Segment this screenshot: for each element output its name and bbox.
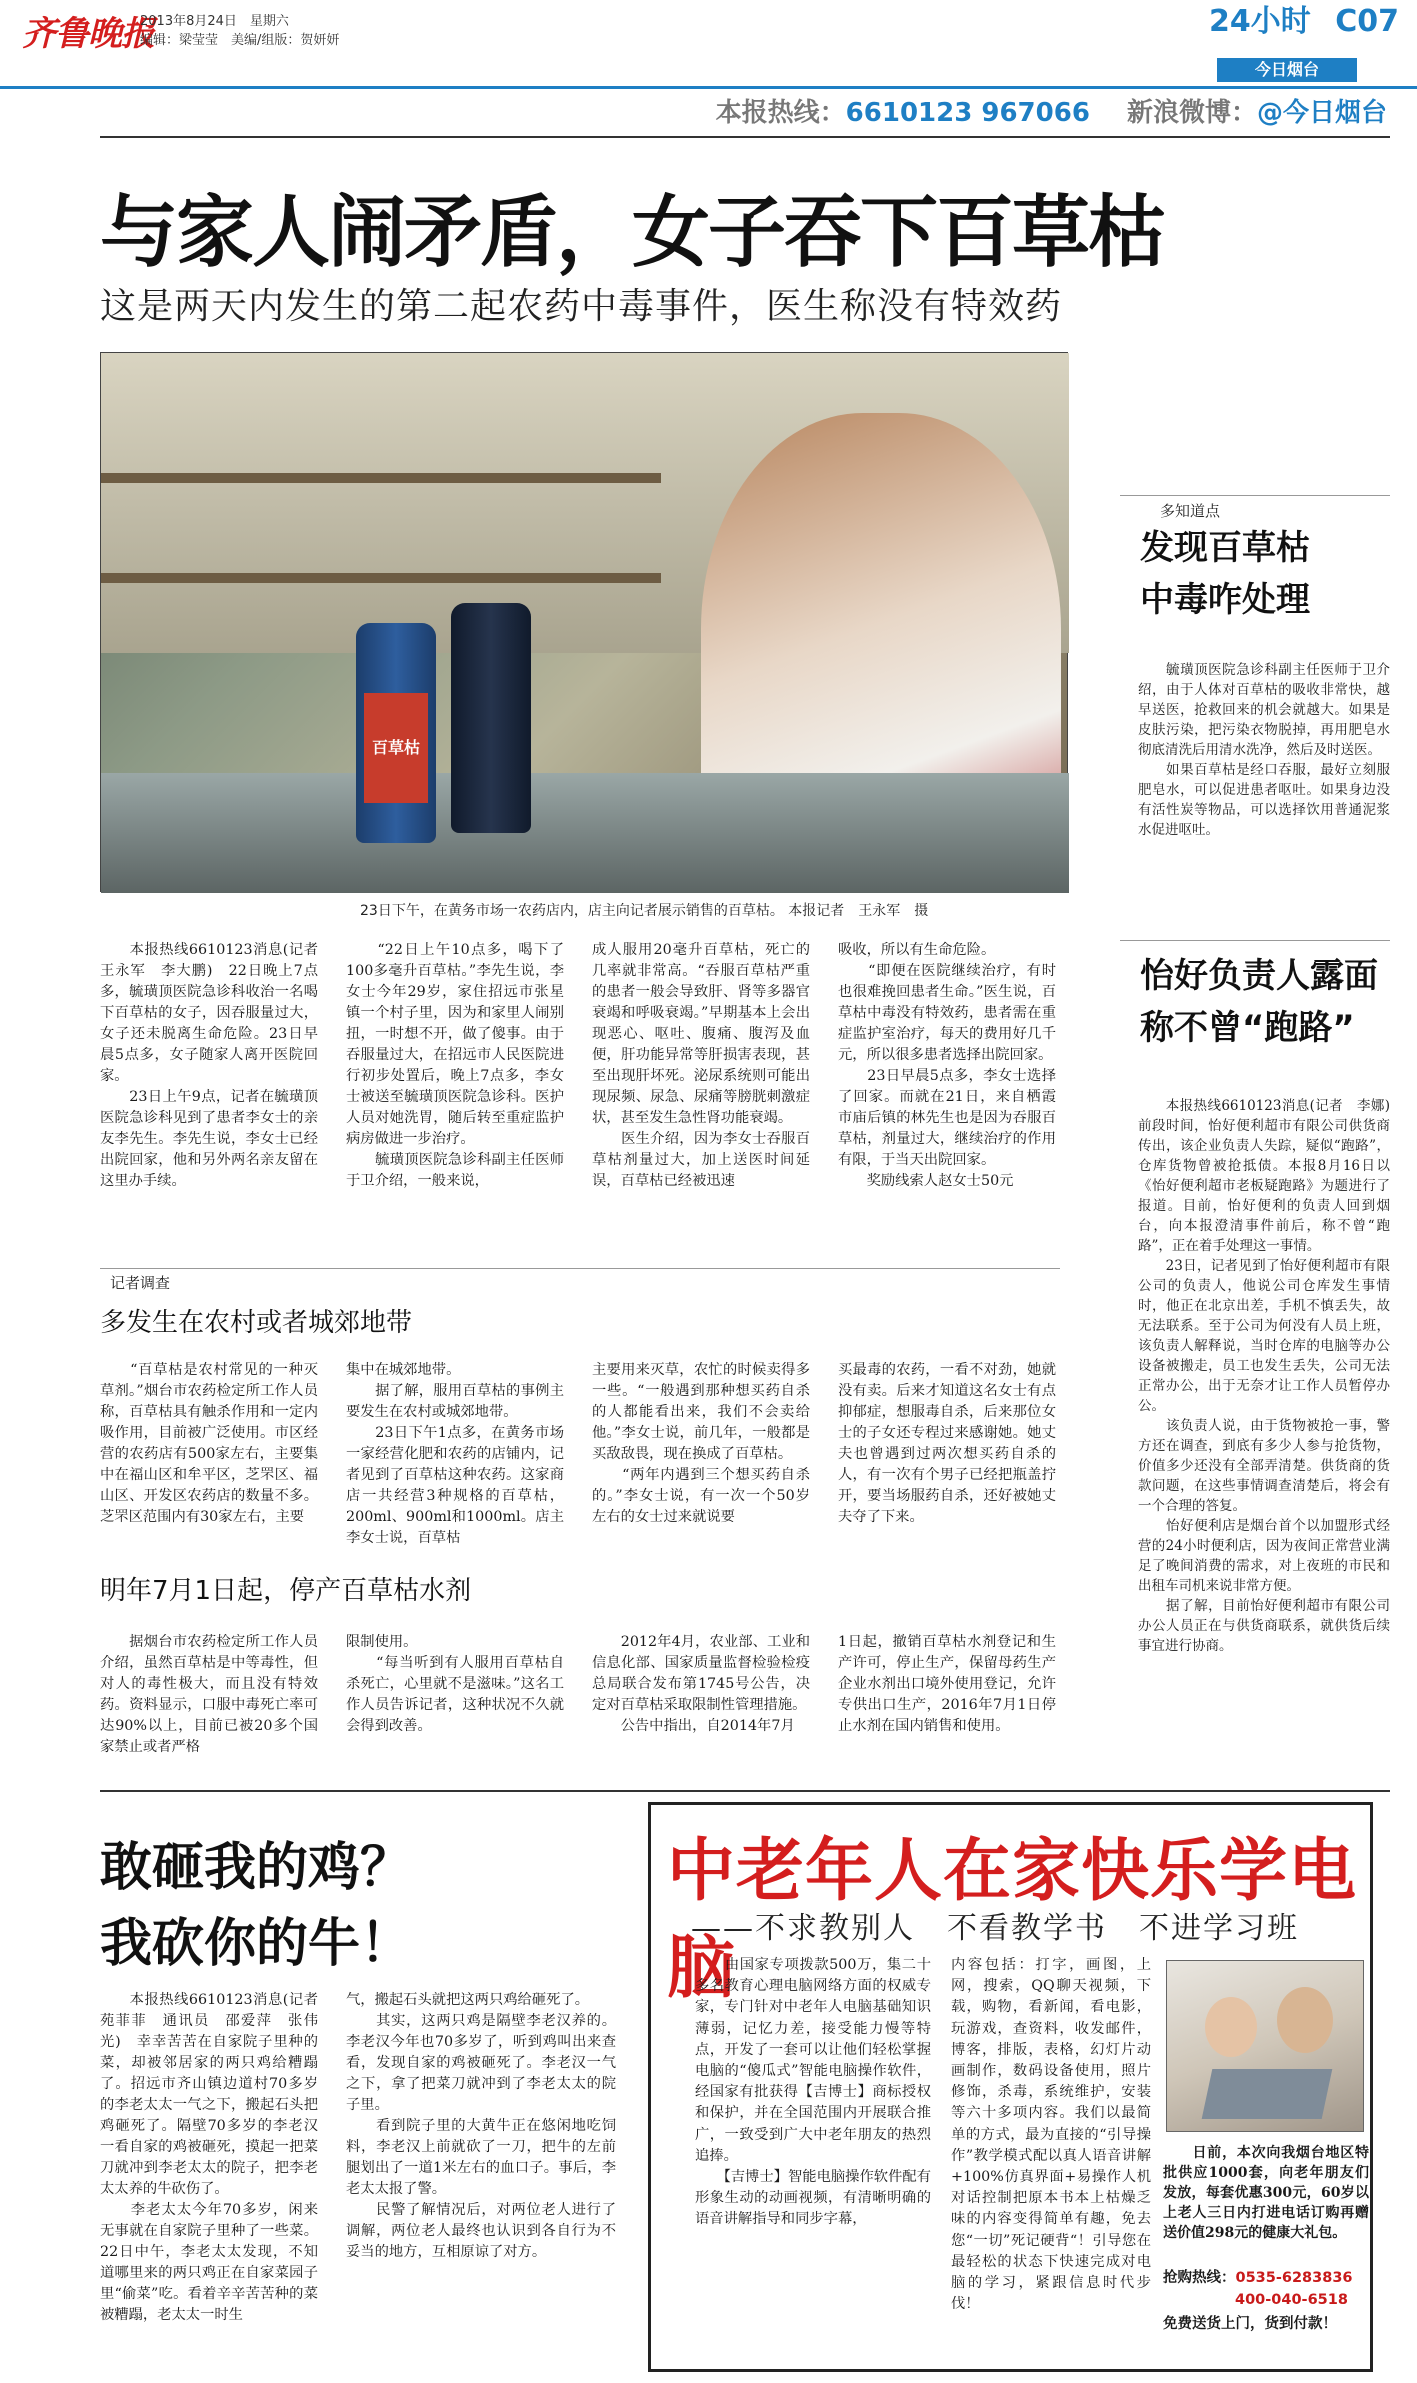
hotline-label: 本报热线： — [715, 98, 846, 128]
masthead-rule — [0, 86, 1417, 89]
elderly-couple-photo — [1166, 1960, 1364, 2132]
ad-footer: 免费送货上门，货到付款！ — [1163, 2316, 1337, 2332]
tips-label: 多知道点 — [1160, 502, 1221, 520]
tips-title-line-2: 中毒咋处理 — [1140, 580, 1310, 620]
shelf-board — [101, 473, 661, 483]
ad-title: 中老年人在家快乐学电脑 — [667, 1832, 1358, 2008]
ad-hotline-label: 抢购热线： — [1163, 2270, 1236, 2286]
ban-col-1: 据烟台市农药检定所工作人员介绍，虽然百草枯是中等毒性，但对人的毒性极大，而且没有特效药。资料显示，口服中毒死亡率可达90%以上，目前已被20多个国家禁止或者严格 — [100, 1634, 318, 1755]
lead-photo — [100, 352, 1068, 892]
laptop — [1202, 2069, 1333, 2119]
weibo-label: 新浪微博： — [1126, 98, 1257, 128]
store-title-line-1: 怡好负责人露面 — [1140, 956, 1378, 996]
tips-title-line-1: 发现百草枯 — [1140, 528, 1310, 568]
ban-col-4: 1日起，撤销百草枯水剂登记和生产许可，停止生产，保留母药生产企业水剂出口境外使用登记，允许专供出口生产，2016年7月1日停止水剂在国内销售和使用。 — [838, 1634, 1056, 1734]
woman-portrait — [1205, 1997, 1257, 2057]
store-body: 本报热线6610123消息(记者 李娜) 前段时间，怡好便利超市有限公司供货商传出，该企业负责人失踪，疑似“跑路”，仓库货物曾被抢抵债。本报8月16日以《怡好便利超市老板疑跑路》为题进行了报道。目前，怡好便利的负责人回到烟台，向本报澄清事件前后，称不曾“跑路”，正在着手处理这一事情。 23日，记者见到了怡好便利超市有限公司的负责人，他说公司仓库发生事情时，他正在北京出差，手机不慎丢失，故无法联系。至于公司为何没有人员上班，该负责人解释说，当时仓库的电脑等办公设备被搬走，员工也发生丢失，公司无法正常办公，出于无奈才让工作人员暂停办公。 该负责人说，由于货物被抢一事，警方还在调查，到底有多少人参与抢货物，价值多少还没有全部弄清楚。供货商的货款问题，在这些事情调查清楚后，将会有一个合理的答复。 怡好便利店是烟台首个以加盟形式经营的24小时便利店，因为夜间正常营业满足了晚间消费的需求，对上夜班的市民和出租车司机来说非常方便。 据了解，目前怡好便利超市有限公司办公人员正在与供货商联系，就供货后续事宜进行协商。 — [1138, 1098, 1390, 1654]
shelf-board-lower — [101, 573, 661, 583]
computer-course-ad — [648, 1802, 1373, 2372]
survey-col-1: “百草枯是农村常见的一种灭草剂。”烟台市农药检定所工作人员称，百草枯具有触杀作用和一定内吸作用，目前被广泛使用。市区经营的农药店有500家左右，主要集中在福山区和牟平区，芝罘区、福山区、开发区农药店的数量不多。芝罘区范围内有30家左右，主要 — [100, 1362, 318, 1525]
lead-subhead: 这是两天内发生的第二起农药中毒事件，医生称没有特效药 — [100, 286, 1063, 327]
ban-heading: 明年7月1日起，停产百草枯水剂 — [100, 1576, 472, 1606]
ad-col-2: 内容包括：打字，画图，上网，搜索，QQ聊天视频，下载，购物，看新闻，看电影，玩游戏，查资料，收发邮件，博客，排版，表格，幻灯片动画制作，数码设备使用，照片修饰，杀毒，系统维护，安装等六十多项内容。我们以最简单的方式，最为直接的“引导操作”教学模式配以真人语音讲解+100%仿真界面+易操作人机对话控制把原本书本上枯燥乏味的内容变得简单有趣，免去您“一切”死记硬背“！引导您在最轻松的状态下快速完成对电脑的学习，紧跟信息时代步伐！ — [951, 1957, 1151, 2313]
ad-col-1: 由国家专项拨款500万，集二十多名教育心理电脑网络方面的权威专家，专门针对中老年人电脑基础知识薄弱，记忆力差，接受能力慢等特点，开发了一套可以让他们轻松掌握电脑的“傻瓜式”智能电脑操作软件，经国家有批获得【吉博士】商标授权和保护，并在全国范围内开展联合推广，一致受到广大中老年朋友的热烈追捧。 【吉博士】智能电脑操作软件配有形象生动的动画视频，有清晰明确的语音讲解指导和同步字幕， — [695, 1957, 931, 2228]
tips-rule — [1120, 495, 1390, 496]
pesticide-bottle-right — [451, 603, 531, 833]
survey-col-2: 集中在城郊地带。 据了解，服用百草枯的事例主要发生在农村或城郊地带。 23日下午1点多，在黄务市场一家经营化肥和农药的店铺内，记者见到了百草枯这种农药。这家商店一共经营3种规格的百草枯，200ml、900ml和1000ml。店主李女士说，百草枯 — [346, 1362, 564, 1546]
ban-col-3: 2012年4月，农业部、工业和信息化部、国家质量监督检验检疫总局联合发布第1745号公告，决定对百草枯采取限制性管理措施。 公告中指出，自2014年7月 — [592, 1634, 810, 1734]
survey-label: 记者调查 — [110, 1274, 171, 1292]
tips-body: 毓璜顶医院急诊科副主任医师于卫介绍，由于人体对百草枯的吸收非常快，越早送医，抢救回来的机会就越大。如果是皮肤污染，把污染衣物脱掉，再用肥皂水彻底清洗后用清水洗净，然后及时送医。 如果百草枯是经口吞服，最好立刻服肥皂水，可以促进患者呕吐。如果身边没有活性炭等物品，可以选择饮用普通泥浆水促进呕吐。 — [1138, 662, 1390, 838]
store-rule — [1120, 940, 1390, 941]
ad-phone-1: 0535-6283836 — [1235, 2270, 1353, 2286]
lead-body-col-1: 本报热线6610123消息(记者 王永军 李大鹏) 22日晚上7点多，毓璜顶医院急诊科收治一名喝下百草枯的女子，因吞服量过大，女子还未脱离生命危险。23日早晨5点多，女子随家人离开医院回家。 23日上午9点，记者在毓璜顶医院急诊科见到了患者李女士的亲友李先生。李先生说，李女士已经出院回家，他和另外两名亲友留在这里办手续。 — [100, 942, 318, 1189]
page-number: C07 — [1335, 4, 1399, 39]
section-subtitle: 今日烟台 — [1217, 58, 1357, 82]
survey-heading: 多发生在农村或者城郊地带 — [100, 1308, 413, 1338]
store-title — [1140, 950, 1378, 1054]
survey-col-4: 买最毒的农药，一看不对劲，她就没有卖。后来才知道这名女士有点抑郁症，想服毒自杀，后来那位女士的子女还专程过来感谢她。她丈夫也曾遇到过两次想买药自杀的人，有一次有个男子已经把瓶盖拧开，要当场服药自杀，还好被她丈夫夺了下来。 — [838, 1362, 1056, 1525]
ad-hotline — [1163, 2267, 1353, 2335]
ad-subtitle: ——不求教别人 不看教学书 不进学习班 — [691, 1911, 1299, 1946]
newspaper-logo: 齐鲁晚报 — [22, 14, 154, 54]
man-portrait — [1277, 1987, 1333, 2053]
chicken-col-2: 气，搬起石头就把这两只鸡给砸死了。 其实，这两只鸡是隔壁李老汉养的。李老汉今年也70多岁了，听到鸡叫出来查看，发现自家的鸡被砸死了。李老汉一气之下，拿了把菜刀就冲到了李老太太的院子里。 看到院子里的大黄牛正在悠闲地吃饲料，李老汉上前就砍了一刀，把牛的左前腿划出了一道1米左右的血口子。事后，李老太太报了警。 民警了解情况后，对两位老人进行了调解，两位老人最终也认识到各自行为不妥当的地方，互相原谅了对方。 — [346, 1992, 616, 2260]
header-rule — [100, 136, 1390, 138]
ban-col-2: 限制使用。 “每当听到有人服用百草枯自杀死亡，心里就不是滋味。”这名工作人员告诉记者，这种状况不久就会得到改善。 — [346, 1634, 564, 1734]
masthead-info — [140, 12, 339, 50]
chicken-col-1: 本报热线6610123消息(记者 苑菲菲 通讯员 邵爱萍 张伟光) 幸幸苦苦在自家院子里种的菜，却被邻居家的两只鸡给糟蹋了。招远市齐山镇边道村70多岁的李老太太一气之下，搬起石头把鸡砸死了。隔壁70多岁的李老汉一看自家的鸡被砸死，摸起一把菜刀就冲到李老太太的院子，把李老太太养的牛砍伤了。 李老太太今年70多岁，闲来无事就在自家院子里种了一些菜。22日中午，李老太太发现，不知道哪里来的两只鸡正在自家菜园子里“偷菜”吃。看着辛辛苦苦种的菜被糟蹋，老太太一时生 — [100, 1992, 318, 2323]
lead-headline: 与家人闹矛盾，女子吞下百草枯 — [100, 188, 1165, 278]
tips-title — [1140, 522, 1310, 626]
lead-body-col-3: 成人服用20毫升百草枯，死亡的几率就非常高。“吞服百草枯严重的患者一般会导致肝、肾等多器官衰竭和呼吸衰竭。”早期基本上会出现恶心、呕吐、腹痛、腹泻及血便，肝功能异常等肝损害表现，甚至出现肝坏死。泌尿系统则可能出现尿频、尿急、尿痛等膀胱刺激症状，甚至发生急性肾功能衰竭。 医生介绍，因为李女士吞服百草枯剂量过大，加上送医时间延误，百草枯已经被迅速 — [592, 942, 810, 1189]
ad-phone-2: 400-040-6518 — [1235, 2292, 1348, 2308]
ad-promo: 日前，本次向我烟台地区特批供应1000套，向老年朋友们发放，每套优惠300元，60岁以上老人三日内打进电话订购再赠送价值298元的健康大礼包。 — [1163, 2145, 1369, 2241]
lead-body-col-2: “22日上午10点多，喝下了100多毫升百草枯。”李先生说，李女士今年29岁，家住招远市张星镇一个村子里，因为和家里人闹别扭，一时想不开，做了傻事。由于吞服量过大，在招远市人民医院进行初步处置后，晚上7点多，李女士被送至毓璜顶医院急诊科。医护人员对她洗胃，随后转至重症监护病房做进一步治疗。 毓璜顶医院急诊科副主任医师于卫介绍，一般来说， — [346, 942, 564, 1189]
hotline-number: 6610123 967066 — [845, 98, 1090, 128]
counter — [101, 773, 1069, 893]
section-tag — [1209, 4, 1399, 40]
chicken-headline: 敢砸我的鸡？ 我砍你的牛！ — [100, 1838, 413, 1974]
bottle-label: 百草枯 — [364, 693, 428, 803]
photo-caption: 23日下午，在黄务市场一农药店内，店主向记者展示销售的百草枯。 本报记者 王永军 摄 — [360, 903, 929, 919]
hotline-bar — [716, 92, 1387, 129]
lead-body-col-4: 吸收，所以有生命危险。 “即便在医院继续治疗，有时也很难挽回患者生命。”医生说，百草枯中毒没有特效药，患者需在重症监护室治疗，每天的费用好几千元，所以很多患者选择出院回家。 23日早晨5点多，李女士选择了回家。而就在21日，来自栖霞市庙后镇的林先生也是因为吞服百草枯，剂量过大，继续治疗的作用有限，于当天出院回家。 奖励线索人赵女士50元 — [838, 942, 1056, 1189]
pesticide-bottle-left — [356, 623, 436, 843]
weibo-handle: @今日烟台 — [1256, 98, 1387, 128]
issue-date: 2013年8月24日 星期六 — [140, 14, 289, 29]
survey-col-3: 主要用来灭草，农忙的时候卖得多一些。“一般遇到那种想买药自杀的人都能看出来，我们不会卖给他。”李女士说，前几年，一般都是买敌敌畏，现在换成了百草枯。 “两年内遇到三个想买药自杀的。”李女士说，有一次一个50岁左右的女士过来就说要 — [592, 1362, 810, 1525]
store-title-line-2: 称不曾“跑路” — [1140, 1008, 1355, 1048]
lower-rule — [100, 1790, 1390, 1792]
survey-rule — [100, 1268, 1060, 1269]
editor-credits: 编辑：梁莹莹 美编/组版：贺妍妍 — [140, 33, 340, 48]
section-name: 24小时 — [1209, 4, 1311, 39]
